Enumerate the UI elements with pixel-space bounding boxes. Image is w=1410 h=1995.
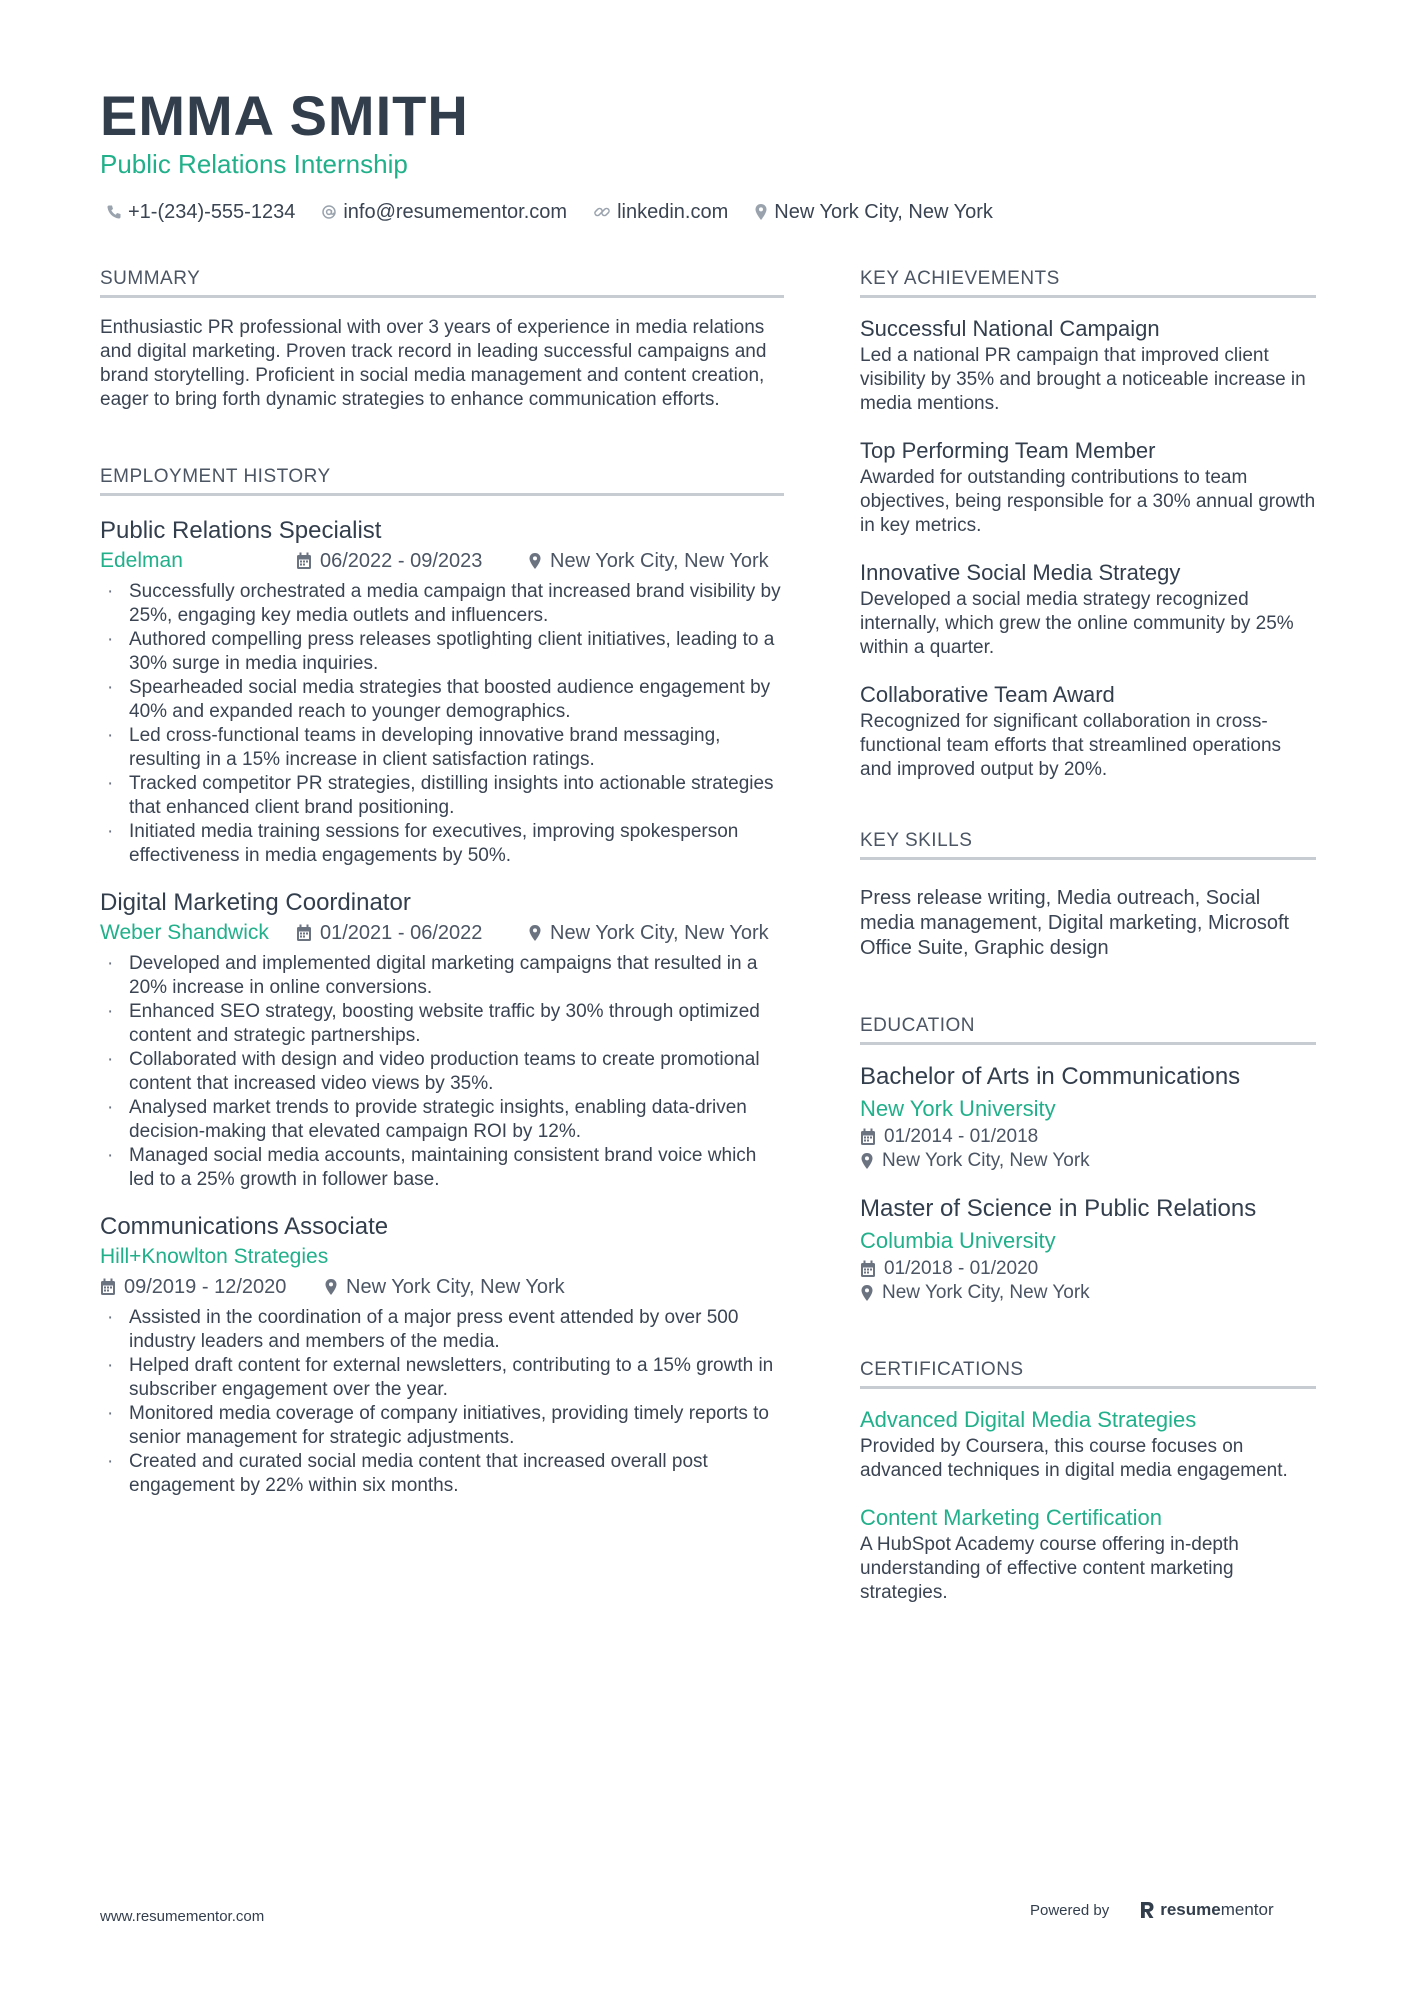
contact-email[interactable] <box>321 201 567 224</box>
location-pin-icon <box>528 924 542 942</box>
job-title: Communications Associate <box>100 1213 389 1240</box>
achievement-title: Innovative Social Media Strategy <box>860 560 1181 585</box>
certification-text: A HubSpot Academy course offering in-depth understanding of effective content marketing strategies. <box>860 1534 1239 1603</box>
calendar-icon <box>860 1128 876 1146</box>
job-meta-row <box>100 546 784 576</box>
job-dates-text: 01/2021 - 06/2022 <box>320 922 483 944</box>
education-degree: Bachelor of Arts in Communications <box>860 1063 1241 1090</box>
phone-text: +1-(234)-555-1234 <box>128 200 296 223</box>
achievement-item <box>860 680 1316 782</box>
achievement-text: Recognized for significant collaboration in cross-functional team efforts that streamlined operations and improved output by 20%. <box>860 711 1282 780</box>
list-item: · Led cross-functional teams in developing innovative brand messaging, resulting in a 15% increase in client satisfaction ratings. <box>100 724 784 772</box>
achievement-item <box>860 558 1316 660</box>
achievement-text: Led a national PR campaign that improved client visibility by 35% and brought a noticeable increase in media mentions. <box>860 345 1306 414</box>
calendar-icon <box>296 924 312 942</box>
job-entry <box>100 888 784 1192</box>
calendar-icon <box>296 552 312 570</box>
certifications-heading: CERTIFICATIONS <box>860 1357 1316 1389</box>
brand-light-text: mentor <box>1220 1900 1274 1919</box>
job-meta-row <box>100 1272 784 1302</box>
job-company-row <box>100 1242 784 1272</box>
job-location <box>324 1272 565 1302</box>
employment-heading: EMPLOYMENT HISTORY <box>100 464 784 496</box>
location-text: New York City, New York <box>774 200 993 223</box>
job-location-text: New York City, New York <box>550 550 769 572</box>
linkedin-text: linkedin.com <box>617 200 729 223</box>
location-pin-icon <box>860 1284 874 1302</box>
list-item: · Developed and implemented digital marketing campaigns that resulted in a 20% increase in online conversions. <box>100 952 784 1000</box>
location-pin-icon <box>754 203 768 221</box>
location-pin-icon <box>860 1152 874 1170</box>
job-dates <box>100 1272 324 1302</box>
at-icon <box>321 204 337 220</box>
powered-by-label: Powered by <box>1030 1901 1110 1919</box>
achievement-title: Collaborative Team Award <box>860 682 1115 707</box>
education-location-text: New York City, New York <box>882 1150 1090 1171</box>
job-entry <box>100 516 784 868</box>
achievement-item <box>860 436 1316 538</box>
certification-text: Provided by Coursera, this course focuses on advanced techniques in digital media engagement. <box>860 1436 1288 1481</box>
skills-heading: KEY SKILLS <box>860 828 1316 860</box>
job-dates-text: 06/2022 - 09/2023 <box>320 550 483 572</box>
job-location-text: New York City, New York <box>550 922 769 944</box>
job-bullets <box>100 580 784 868</box>
job-title: Public Relations Specialist <box>100 517 382 544</box>
certification-item <box>860 1503 1316 1605</box>
list-item: · Enhanced SEO strategy, boosting website traffic by 30% through optimized content and strategic partnerships. <box>100 1000 784 1048</box>
job-title: Digital Marketing Coordinator <box>100 889 411 916</box>
job-meta-row <box>100 918 784 948</box>
calendar-icon <box>860 1260 876 1278</box>
list-item: · Managed social media accounts, maintaining consistent brand voice which led to a 25% growth in follower base. <box>100 1144 784 1192</box>
contact-bar <box>106 198 1019 226</box>
list-item: · Spearheaded social media strategies that boosted audience engagement by 40% and expanded reach to younger demographics. <box>100 676 784 724</box>
job-location-text: New York City, New York <box>346 1276 565 1298</box>
achievements-heading: KEY ACHIEVEMENTS <box>860 266 1316 298</box>
candidate-name: EMMA SMITH <box>100 84 469 147</box>
job-dates-text: 09/2019 - 12/2020 <box>124 1276 287 1298</box>
certification-item <box>860 1405 1316 1483</box>
company-name: Edelman <box>100 549 183 572</box>
list-item: · Monitored media coverage of company initiatives, providing timely reports to senior management for strategic adjustments. <box>100 1402 784 1450</box>
summary-heading: SUMMARY <box>100 266 784 298</box>
summary-text: Enthusiastic PR professional with over 3 years of experience in media relations and digital marketing. Proven track record in leading successful campaigns and brand storytelling. Proficient in social media management and content creation, eager to bring forth dynamic strategies to enhance communication efforts. <box>100 317 767 410</box>
education-dates <box>860 1125 1316 1149</box>
job-bullets <box>100 952 784 1192</box>
brand-bold-text: resume <box>1160 1900 1221 1919</box>
job-dates <box>296 546 528 576</box>
contact-location <box>754 201 993 224</box>
footer-website[interactable]: www.resumementor.com <box>100 1908 265 1925</box>
footer-branding <box>1030 1900 1274 1920</box>
list-item: · Helped draft content for external newsletters, contributing to a 15% growth in subscriber engagement over the year. <box>100 1354 784 1402</box>
achievement-title: Successful National Campaign <box>860 316 1160 341</box>
achievement-text: Developed a social media strategy recognized internally, which grew the online community by 25% within a quarter. <box>860 589 1294 658</box>
achievement-title: Top Performing Team Member <box>860 438 1156 463</box>
resumementor-logo[interactable] <box>1139 1900 1273 1920</box>
calendar-icon <box>100 1278 116 1296</box>
certification-title: Content Marketing Certification <box>860 1505 1163 1530</box>
left-column <box>100 266 784 1498</box>
list-item: · Analysed market trends to provide strategic insights, enabling data-driven decision-making that elevated campaign ROI by 12%. <box>100 1096 784 1144</box>
education-dates <box>860 1257 1316 1281</box>
education-dates-text: 01/2018 - 01/2020 <box>884 1258 1039 1279</box>
candidate-title: Public Relations Internship <box>100 149 408 179</box>
right-column <box>860 266 1316 1605</box>
company-name: Weber Shandwick <box>100 921 269 944</box>
contact-linkedin[interactable] <box>593 201 728 224</box>
education-degree: Master of Science in Public Relations <box>860 1195 1257 1222</box>
education-item <box>860 1061 1316 1173</box>
email-text: info@resumementor.com <box>343 200 568 223</box>
education-location <box>860 1149 1316 1173</box>
job-entry <box>100 1212 784 1498</box>
list-item: · Tracked competitor PR strategies, distilling insights into actionable strategies that enhanced client brand positioning. <box>100 772 784 820</box>
education-location <box>860 1281 1316 1305</box>
resumementor-logo-icon <box>1139 1900 1155 1920</box>
list-item: · Initiated media training sessions for executives, improving spokesperson effectiveness in media engagements by 50%. <box>100 820 784 868</box>
company-name: Hill+Knowlton Strategies <box>100 1245 329 1268</box>
location-pin-icon <box>324 1278 338 1296</box>
achievement-text: Awarded for outstanding contributions to team objectives, being responsible for a 30% annual growth in key metrics. <box>860 467 1316 536</box>
list-item: · Authored compelling press releases spotlighting client initiatives, leading to a 30% surge in media inquiries. <box>100 628 784 676</box>
education-item <box>860 1193 1316 1305</box>
link-icon <box>593 203 611 221</box>
job-location <box>528 546 769 576</box>
skills-text: Press release writing, Media outreach, Social media management, Digital marketing, Microsoft Office Suite, Graphic design <box>860 887 1290 959</box>
education-location-text: New York City, New York <box>882 1282 1090 1303</box>
list-item: · Created and curated social media content that increased overall post engagement by 22% within six months. <box>100 1450 784 1498</box>
contact-phone[interactable] <box>106 201 295 224</box>
achievement-item <box>860 314 1316 416</box>
list-item: · Successfully orchestrated a media campaign that increased brand visibility by 25%, engaging key media outlets and influencers. <box>100 580 784 628</box>
certification-title: Advanced Digital Media Strategies <box>860 1407 1197 1432</box>
education-heading: EDUCATION <box>860 1013 1316 1045</box>
location-pin-icon <box>528 552 542 570</box>
education-school: Columbia University <box>860 1228 1056 1253</box>
education-dates-text: 01/2014 - 01/2018 <box>884 1126 1039 1147</box>
phone-icon <box>106 204 122 220</box>
list-item: · Collaborated with design and video production teams to create promotional content that increased video views by 35%. <box>100 1048 784 1096</box>
job-location <box>528 918 769 948</box>
job-bullets <box>100 1306 784 1498</box>
list-item: · Assisted in the coordination of a major press event attended by over 500 industry leaders and members of the media. <box>100 1306 784 1354</box>
job-dates <box>296 918 528 948</box>
education-school: New York University <box>860 1096 1056 1121</box>
